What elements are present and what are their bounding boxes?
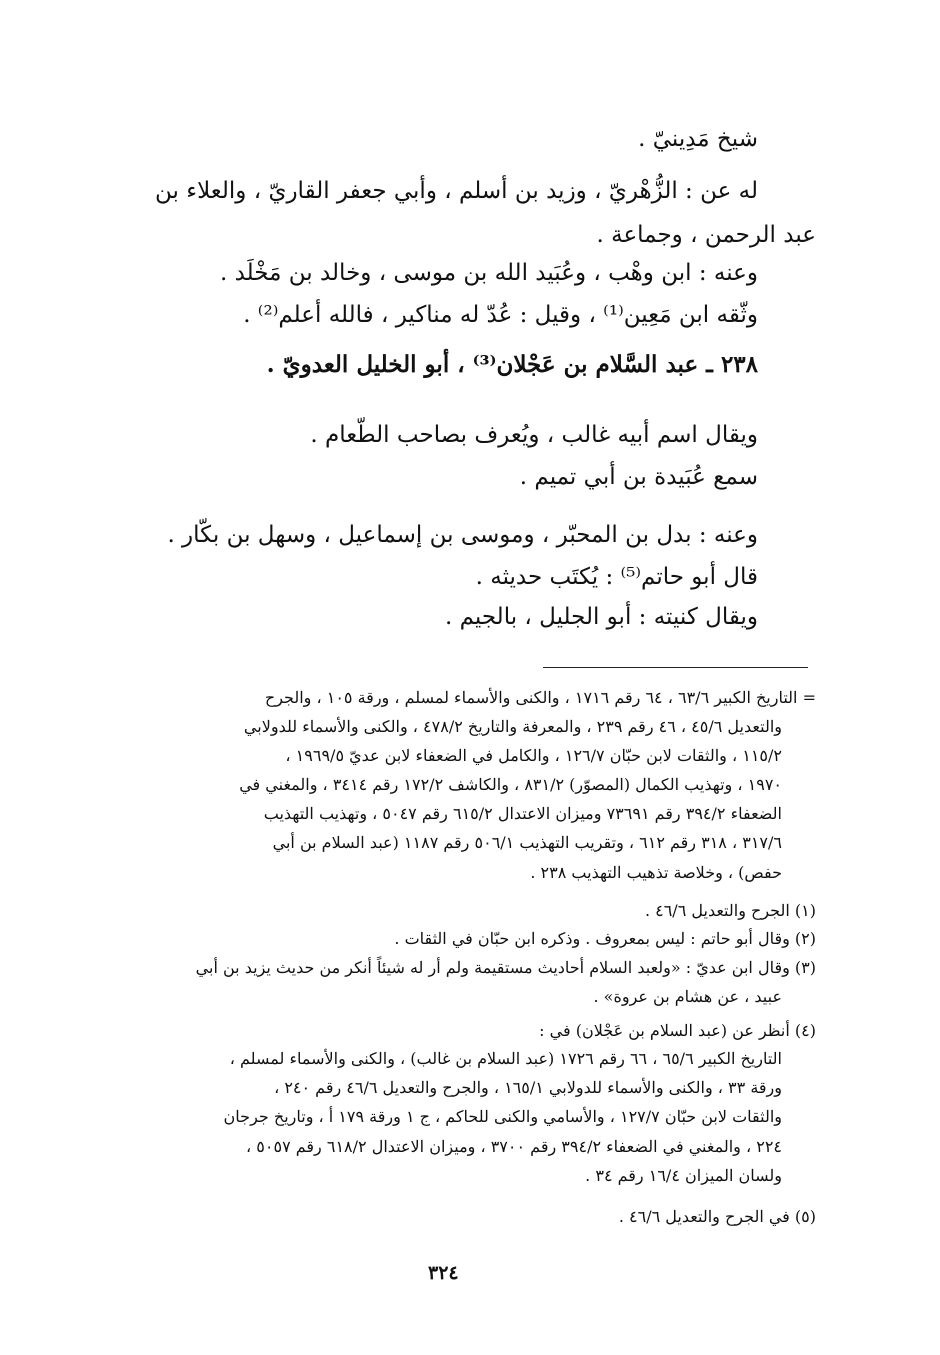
main-line: له عن : الزُّهْريّ ، وزيد بن أسلم ، وأبي جعفر القاريّ ، والعلاء بن	[155, 178, 758, 204]
main-line: سمع عُبَيدة بن أبي تميم .	[519, 464, 758, 490]
footnote-4: (٤) أنظر عن (عبد السلام بن عَجْلان) في :	[539, 1021, 816, 1040]
footnote-line: الضعفاء ٣٩٤/٢ رقم ٧٣٦٩١ وميزان الاعتدال ٦١٥/٢ رقم ٥٠٤٧ ، وتهذيب التهذيب	[263, 804, 782, 823]
footnote-line: والتعديل ٤٥/٦ ، ٤٦ رقم ٢٣٩ ، والمعرفة والتاريخ ٤٧٨/٢ ، والكنى والأسماء للدولابي	[243, 717, 782, 736]
main-line: شيخ مَدِينيّ .	[638, 126, 758, 152]
footnote-line: ولسان الميزان ١٦/٤ رقم ٣٤ .	[585, 1166, 782, 1185]
footnote-separator	[543, 667, 808, 668]
footnote-line: ٢٢٤ ، والمغني في الضعفاء ٣٩٤/٢ رقم ٣٧٠٠ ، وميزان الاعتدال ٦١٨/٢ رقم ٥٠٥٧ ،	[246, 1137, 782, 1156]
footnote-line: التاريخ الكبير ٦٥/٦ ، ٦٦ رقم ١٧٢٦ (عبد السلام بن غالب) ، والكنى والأسماء لمسلم ،	[229, 1049, 782, 1068]
main-line: ويقال كنيته : أبو الجليل ، بالجيم .	[444, 604, 758, 630]
main-line: وثّقه ابن مَعِين⁽¹⁾ ، وقيل : عُدّ له مناكير ، فالله أعلم⁽²⁾ .	[243, 302, 758, 328]
main-line: وعنه : بدل بن المحبّر ، وموسى بن إسماعيل ، وسهل بن بكّار .	[167, 522, 758, 548]
main-line: ويقال اسم أبيه غالب ، ويُعرف بصاحب الطّعام .	[310, 422, 758, 448]
main-line: عبد الرحمن ، وجماعة .	[596, 222, 816, 248]
footnote-line: = التاريخ الكبير ٦٣/٦ ، ٦٤ رقم ١٧١٦ ، والكنى والأسماء لمسلم ، ورقة ١٠٥ ، والجرح	[264, 688, 816, 707]
footnote-3: (٣) وقال ابن عديّ : «ولعبد السلام أحاديث مستقيمة ولم أر له شيئاً أنكر من حديث يزيد بن أبي	[195, 958, 816, 977]
footnote-line: ورقة ٣٣ ، والكنى والأسماء للدولابي ١٦٥/١ ، والجرح والتعديل ٤٦/٦ رقم ٢٤٠ ،	[274, 1078, 782, 1097]
footnote-line: ٣١٧/٦ ، ٣١٨ رقم ٦١٢ ، وتقريب التهذيب ٥٠٦/١ رقم ١١٨٧ (عبد السلام بن أبي	[272, 833, 782, 852]
footnote-line: حفص) ، وخلاصة تذهيب التهذيب ٢٣٨ .	[530, 863, 782, 882]
entry-heading: ٢٣٨ ـ عبد السَّلام بن عَجْلان⁽³⁾ ، أبو الخليل العدويّ .	[266, 351, 758, 378]
footnote-1: (١) الجرح والتعديل ٤٦/٦ .	[644, 901, 816, 920]
footnote-line: ١٩٧٠ ، وتهذيب الكمال (المصوّر) ٨٣١/٢ ، والكاشف ١٧٢/٢ رقم ٣٤١٤ ، والمغني في	[239, 775, 782, 794]
main-line: وعنه : ابن وهْب ، وعُبَيد الله بن موسى ، وخالد بن مَخْلَد .	[219, 260, 758, 286]
footnote-line: والثقات لابن حبّان ١٢٧/٧ ، والأسامي والكنى للحاكم ، ج ١ ورقة ١٧٩ أ ، وتاريخ جرجان	[223, 1107, 782, 1126]
footnote-2: (٢) وقال أبو حاتم : ليس بمعروف . وذكره ابن حبّان في الثقات .	[394, 929, 816, 948]
footnote-line: عبيد ، عن هشام بن عروة» .	[593, 987, 782, 1006]
main-line: قال أبو حاتم⁽⁵⁾ : يُكتَب حديثه .	[475, 564, 758, 590]
footnote-line: ١١٥/٢ ، والثقات لابن حبّان ١٢٦/٧ ، والكامل في الضعفاء لابن عديّ ١٩٦٩/٥ ،	[285, 746, 782, 765]
footnote-5: (٥) في الجرح والتعديل ٤٦/٦ .	[618, 1207, 816, 1226]
page-number: ٣٢٤	[428, 1262, 459, 1284]
